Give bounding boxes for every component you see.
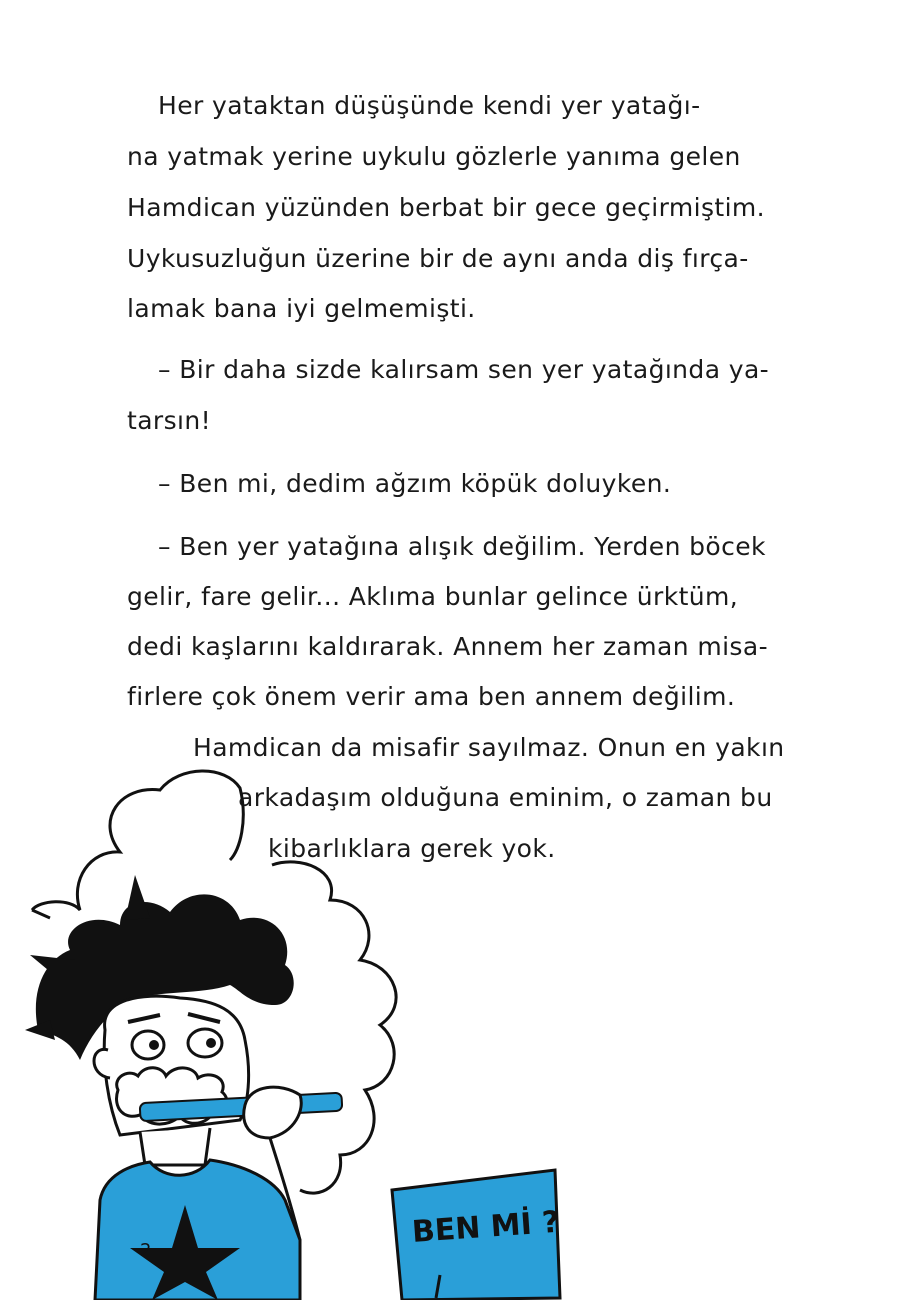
- dialogue-line: – Ben yer yatağına alışık değilim. Yerden böcek: [158, 532, 766, 561]
- text-line: dedi kaşlarını kaldırarak. Annem her zaman misa-: [127, 632, 769, 661]
- eye-left: [132, 1031, 164, 1059]
- eye-right: [188, 1029, 222, 1057]
- pupil-left: [149, 1040, 159, 1050]
- text-line: lamak bana iyi gelmemişti.: [127, 294, 476, 323]
- dialogue-line: tarsın!: [127, 406, 212, 435]
- sign-text: BEN Mİ ?: [410, 1204, 561, 1251]
- text-line: Her yataktan düşüşünde kendi yer yatağı-: [158, 91, 701, 120]
- neck: [140, 1128, 210, 1165]
- dialogue-line: – Bir daha sizde kalırsam sen yer yatağında ya-: [158, 355, 770, 384]
- boy-brushing-teeth-illustration: [0, 760, 900, 1300]
- text-line: gelir, fare gelir... Aklıma bunlar gelince ürktüm,: [127, 582, 739, 611]
- text-line: arkadaşım olduğuna eminim, o zaman bu: [238, 783, 773, 812]
- shirt-number: 2: [140, 1240, 152, 1261]
- text-line: Uykusuzluğun üzerine bir de aynı anda diş fırça-: [127, 244, 749, 273]
- text-line: Hamdican yüzünden berbat bir gece geçirmiştim.: [127, 193, 766, 222]
- text-line: firlere çok önem verir ama ben annem değilim.: [127, 682, 736, 711]
- pupil-right: [206, 1038, 216, 1048]
- cloud-edge-left: [32, 910, 50, 918]
- ear: [94, 1049, 110, 1078]
- hand: [244, 1087, 302, 1138]
- text-line: na yatmak yerine uykulu gözlerle yanıma gelen: [127, 142, 741, 171]
- text-line: kibarlıklara gerek yok.: [268, 834, 556, 863]
- text-line: Hamdican da misafir sayılmaz. Onun en yakın: [193, 733, 785, 762]
- hair-spike: [125, 875, 150, 920]
- dialogue-line: – Ben mi, dedim ağzım köpük doluyken.: [158, 469, 672, 498]
